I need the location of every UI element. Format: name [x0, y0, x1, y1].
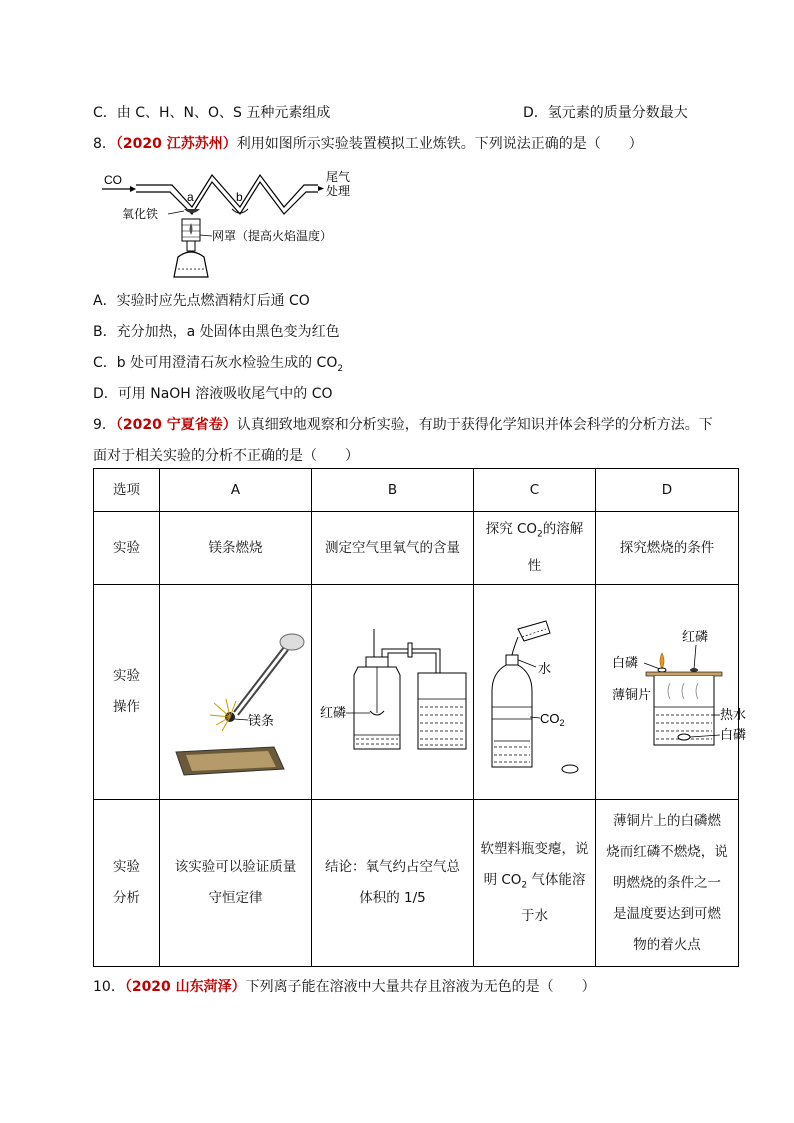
table-row-experiment: [94, 512, 739, 585]
experiment-a: 镁条燃烧: [160, 512, 312, 585]
figure-b: [312, 585, 474, 800]
q8-number: 8．: [93, 136, 116, 152]
q7-option-d: D．氢元素的质量分数最大: [523, 105, 688, 121]
analysis-b: 结论：氧气约占空气总 体积的 1/5: [312, 800, 474, 967]
oxide-pointer: [168, 211, 184, 214]
header-a: A: [160, 469, 312, 512]
water-stream: [512, 637, 518, 655]
white-phosphorus-label-top: 白磷: [612, 655, 639, 670]
iron-oxide-label: 氧化铁: [122, 207, 159, 221]
stopper: [366, 657, 388, 667]
w-tube-inner: [136, 182, 318, 214]
q9-source-tag: （2020 宁夏省卷）: [115, 417, 237, 433]
plastic-bottle: [492, 665, 532, 767]
beaker: [418, 673, 466, 749]
table-row-analysis: [94, 800, 739, 967]
experiment-c: 探究 $CO_2$的溶解 性: [474, 512, 596, 585]
q10-number: 10．: [93, 979, 125, 995]
red-phosphorus-dot: [690, 668, 698, 672]
row-label-analysis: 实验 分析: [94, 800, 160, 967]
copper-plate: [646, 672, 722, 676]
q7-option-c: C．由 C、H、N、O、S 五种元素组成: [93, 105, 331, 121]
red-phosphorus-label: 红磷: [320, 705, 347, 720]
analysis-c: 软塑料瓶变瘪，说 明 $CO_2$ 气体能溶 于水: [474, 800, 596, 967]
header-d: D: [596, 469, 739, 512]
row-label-experiment: 实验: [94, 512, 160, 585]
experiment-d: 探究燃烧的条件: [596, 512, 739, 585]
label-b: b: [236, 190, 243, 204]
q8-figure: [100, 165, 360, 280]
q10-stem-text: 下列离子能在溶液中大量共存且溶液为无色的是（ ）: [245, 979, 596, 995]
tail-gas-label-2: 处理: [326, 184, 351, 198]
magnesium-burning-figure: [164, 607, 310, 777]
q7-option-row: [93, 102, 688, 122]
powder-a: [184, 209, 200, 213]
co2-label: $CO_2$: [540, 711, 565, 728]
liquid-b: [232, 209, 248, 213]
copper-plate-label: 薄铜片: [612, 687, 652, 702]
table-row-operation: [94, 585, 739, 800]
alcohol-lamp: [174, 252, 208, 277]
analysis-a: 该实验可以验证质量 守恒定律: [160, 800, 312, 967]
label-a: a: [187, 190, 194, 204]
figure-a: [160, 585, 312, 800]
q9-stem-line1: 9．（2020 宁夏省卷）认真细致地观察和分析实验，有助于获得化学知识并体会科学的分析方法。下: [93, 417, 713, 433]
q9-table: [93, 468, 747, 967]
co-label: CO: [104, 173, 122, 187]
q9-stem-line2: 面对于相关实验的分析不正确的是（ ）: [93, 448, 359, 464]
q8-option-c: C．b 处可用澄清石灰水检验生成的 $CO_2$: [93, 355, 344, 374]
lamp-wick-holder: [187, 241, 195, 251]
net-cover-label: 网罩（提高火焰温度）: [212, 229, 333, 243]
pouring-beaker: [518, 621, 550, 641]
experiment-b: 测定空气里氧气的含量: [312, 512, 474, 585]
q8-option-a: A．实验时应先点燃酒精灯后通 CO: [93, 293, 310, 309]
q8-option-b: B．充分加热，a 处固体由黑色变为红色: [93, 324, 340, 340]
bottle-cap-neck: [506, 655, 518, 665]
q9-number: 9．: [93, 417, 116, 433]
tail-gas-label-1: 尾气: [326, 170, 351, 184]
red-phosphorus-label-d: 红磷: [682, 629, 709, 644]
table-header-row: [94, 469, 739, 512]
water-label: 水: [538, 661, 552, 676]
hot-water-label: 热水: [720, 707, 747, 722]
iron-smelting-apparatus: [100, 165, 360, 280]
co-arrowhead: [130, 186, 136, 192]
white-phosphorus-label-bottom: 白磷: [720, 727, 747, 742]
oxygen-content-figure: [316, 627, 472, 757]
clamp: [408, 643, 412, 657]
header-b: B: [312, 469, 474, 512]
q10-source-tag: （2020 山东菏泽）: [124, 979, 246, 995]
q10-stem: [93, 976, 596, 996]
row-label-operation: 实验 操作: [94, 585, 160, 800]
analysis-d: 薄铜片上的白磷燃 烧而红磷不燃烧，说 明燃烧的条件之一 是温度要达到可燃 物的着火点: [596, 800, 739, 967]
white-phosphorus-flame: [660, 653, 664, 669]
bottle-cap: [562, 765, 578, 773]
crucible-tongs: [234, 647, 288, 715]
q8-stem-text: 利用如图所示实验装置模拟工业炼铁。下列说法正确的是（ ）: [236, 136, 643, 152]
q8-source-tag: （2020 江苏苏州）: [115, 136, 237, 152]
figure-c: [474, 585, 596, 800]
combustion-conditions-figure: [600, 627, 747, 757]
outlet-arrowhead: [318, 186, 324, 191]
underwater-white-phosphorus: [678, 734, 690, 740]
header-c: C: [474, 469, 596, 512]
figure-d: [596, 585, 747, 800]
co2-solubility-figure: [478, 607, 594, 777]
magnesium-label: 镁条: [248, 713, 275, 728]
w-tube-outer: [136, 175, 318, 207]
q8-option-d: D．可用 NaOH 溶液吸收尾气中的 CO: [93, 386, 333, 402]
hand: [280, 634, 304, 650]
header-option: 选项: [94, 469, 160, 512]
q8-stem: [93, 133, 643, 153]
